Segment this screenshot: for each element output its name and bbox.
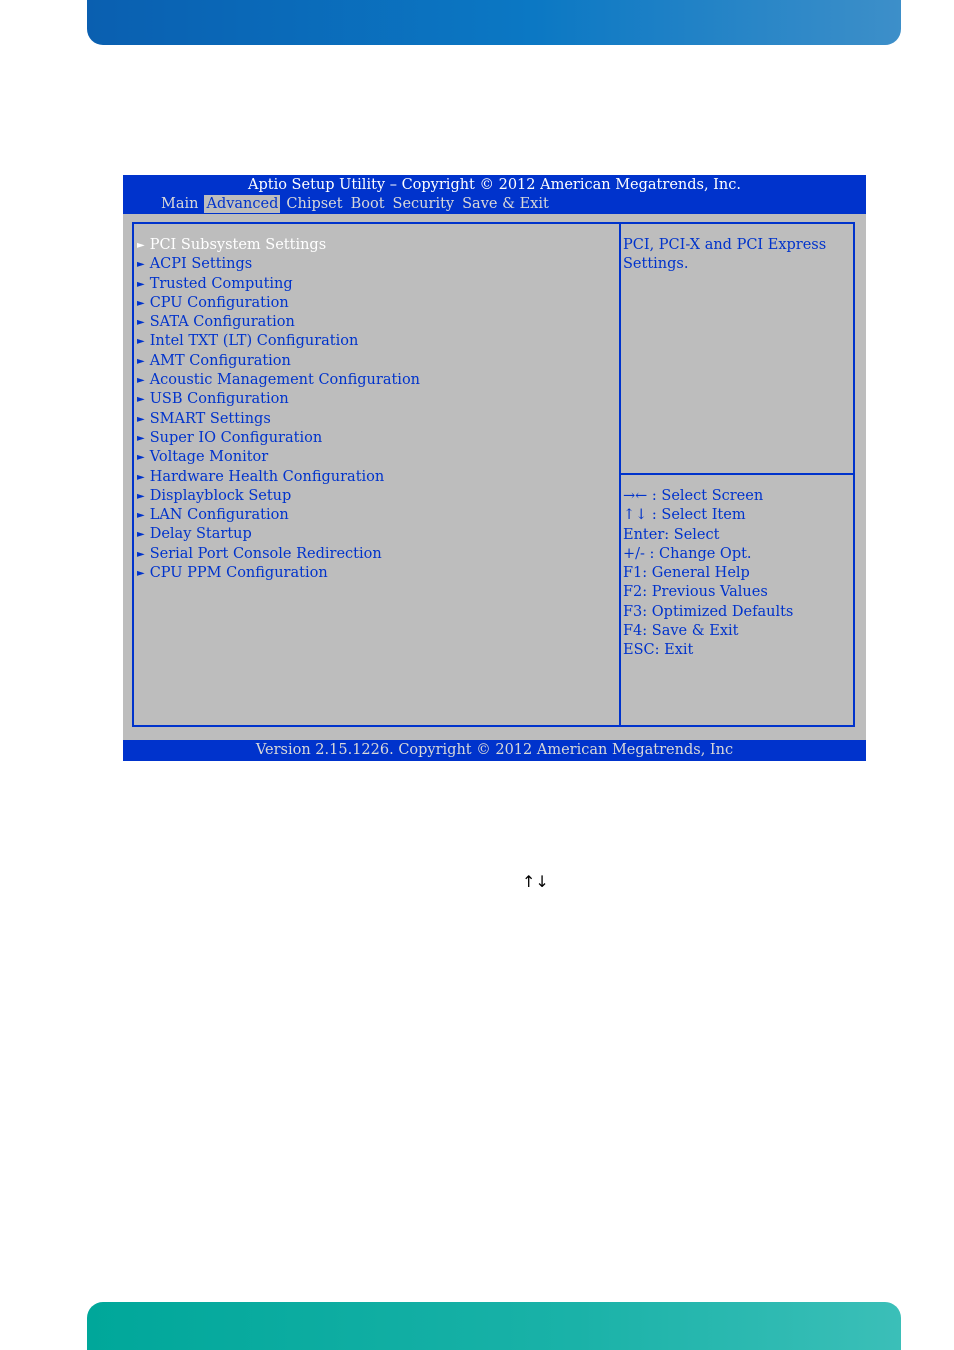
menu-entry-label: Hardware Health Configuration bbox=[149, 468, 385, 485]
menu-entry-label: CPU PPM Configuration bbox=[149, 565, 328, 582]
menu-entry-label: Intel TXT (LT) Configuration bbox=[149, 333, 359, 350]
menu-entry-amt-configuration[interactable] bbox=[137, 352, 420, 371]
tab-boot[interactable]: Boot bbox=[350, 196, 385, 212]
menu-entry-label: Delay Startup bbox=[149, 526, 252, 543]
submenu-arrow-icon: ► bbox=[137, 548, 145, 560]
menu-entry-label: USB Configuration bbox=[149, 391, 289, 408]
submenu-arrow-icon: ► bbox=[137, 529, 145, 541]
bios-header bbox=[123, 175, 866, 214]
tab-main[interactable]: Main bbox=[161, 196, 199, 212]
menu-entry-label: Serial Port Console Redirection bbox=[149, 545, 382, 562]
submenu-arrow-icon: ► bbox=[137, 452, 145, 464]
footer-band bbox=[87, 1302, 901, 1350]
menu-entry-lan-configuration[interactable] bbox=[137, 506, 420, 525]
key-hint: F2: Previous Values bbox=[623, 584, 768, 601]
bios-footer: Version 2.15.1226. Copyright © 2012 American Megatrends, Inc bbox=[123, 740, 866, 761]
bios-setup-screen bbox=[123, 175, 866, 761]
menu-entry-displayblock-setup[interactable] bbox=[137, 487, 420, 506]
menu-entry-serial-port-console-redirection[interactable] bbox=[137, 545, 420, 564]
submenu-arrow-icon: ► bbox=[137, 297, 145, 309]
menu-entry-label: SATA Configuration bbox=[149, 314, 295, 331]
submenu-arrow-icon: ► bbox=[137, 278, 145, 290]
menu-entry-label: Displayblock Setup bbox=[149, 487, 292, 504]
tab-advanced[interactable]: Advanced bbox=[206, 196, 279, 212]
submenu-arrow-icon: ► bbox=[137, 240, 145, 251]
tab-save-exit[interactable]: Save & Exit bbox=[462, 196, 549, 212]
menu-entry-smart-settings[interactable] bbox=[137, 410, 420, 429]
menu-entry-delay-startup[interactable] bbox=[137, 525, 420, 544]
submenu-arrow-icon: ► bbox=[137, 375, 145, 387]
key-hint: →← : Select Screen bbox=[623, 488, 764, 504]
submenu-arrow-icon: ► bbox=[137, 317, 145, 329]
key-hint: F3: Optimized Defaults bbox=[623, 603, 794, 620]
menu-entry-acpi-settings[interactable] bbox=[137, 255, 420, 274]
key-hint: Enter: Select bbox=[623, 526, 720, 543]
menu-entry-intel-txt-lt-configuration[interactable] bbox=[137, 332, 420, 351]
key-hint: F1: General Help bbox=[623, 565, 750, 582]
menu-entry-cpu-configuration[interactable] bbox=[137, 294, 420, 313]
menu-entry-label: LAN Configuration bbox=[149, 507, 289, 524]
tab-security[interactable]: Security bbox=[392, 196, 455, 212]
submenu-arrow-icon: ► bbox=[137, 413, 145, 425]
menu-entry-label: PCI Subsystem Settings bbox=[149, 237, 327, 253]
menu-entry-label: SMART Settings bbox=[149, 410, 271, 427]
submenu-arrow-icon: ► bbox=[137, 490, 145, 502]
key-hint: ↑↓ : Select Item bbox=[623, 507, 746, 524]
menu-entry-pci-subsystem-settings[interactable] bbox=[137, 236, 420, 255]
menu-entry-super-io-configuration[interactable] bbox=[137, 429, 420, 448]
submenu-arrow-icon: ► bbox=[137, 336, 145, 348]
bios-title: Aptio Setup Utility – Copyright © 2012 American Megatrends, Inc. bbox=[248, 177, 741, 193]
submenu-arrow-icon: ► bbox=[137, 355, 145, 367]
key-hint: +/- : Change Opt. bbox=[623, 545, 752, 562]
key-legend bbox=[623, 487, 793, 661]
menu-entry-label: CPU Configuration bbox=[149, 294, 289, 311]
submenu-arrow-icon: ► bbox=[137, 510, 145, 522]
header-band bbox=[87, 0, 901, 45]
menu-entry-label: Trusted Computing bbox=[149, 275, 293, 292]
menu-entry-label: Super IO Configuration bbox=[149, 429, 323, 446]
submenu-arrow-icon: ► bbox=[137, 259, 145, 271]
settings-list bbox=[137, 236, 420, 583]
menu-entry-trusted-computing[interactable] bbox=[137, 275, 420, 294]
menu-entry-label: Acoustic Management Configuration bbox=[149, 372, 421, 389]
help-text: PCI, PCI-X and PCI Express Settings. bbox=[623, 237, 827, 273]
content-frame bbox=[132, 222, 855, 727]
menu-entry-voltage-monitor[interactable] bbox=[137, 448, 420, 467]
menu-entry-label: AMT Configuration bbox=[149, 352, 291, 369]
arrows-up-down-glyph: ↑↓ bbox=[522, 872, 549, 891]
submenu-arrow-icon: ► bbox=[137, 432, 145, 444]
menu-entry-label: Voltage Monitor bbox=[149, 449, 269, 466]
submenu-arrow-icon: ► bbox=[137, 471, 145, 483]
menu-entry-sata-configuration[interactable] bbox=[137, 313, 420, 332]
submenu-arrow-icon: ► bbox=[137, 568, 145, 580]
menu-entry-acoustic-management-configuration[interactable] bbox=[137, 371, 420, 390]
menu-bar bbox=[159, 195, 555, 213]
menu-entry-cpu-ppm-configuration[interactable] bbox=[137, 564, 420, 583]
menu-entry-usb-configuration[interactable] bbox=[137, 390, 420, 409]
tab-chipset[interactable]: Chipset bbox=[286, 196, 343, 212]
menu-entry-hardware-health-configuration[interactable] bbox=[137, 468, 420, 487]
help-divider bbox=[621, 473, 853, 475]
menu-entry-label: ACPI Settings bbox=[149, 256, 253, 273]
key-hint: ESC: Exit bbox=[623, 642, 694, 659]
key-hint: F4: Save & Exit bbox=[623, 623, 739, 640]
submenu-arrow-icon: ► bbox=[137, 394, 145, 406]
